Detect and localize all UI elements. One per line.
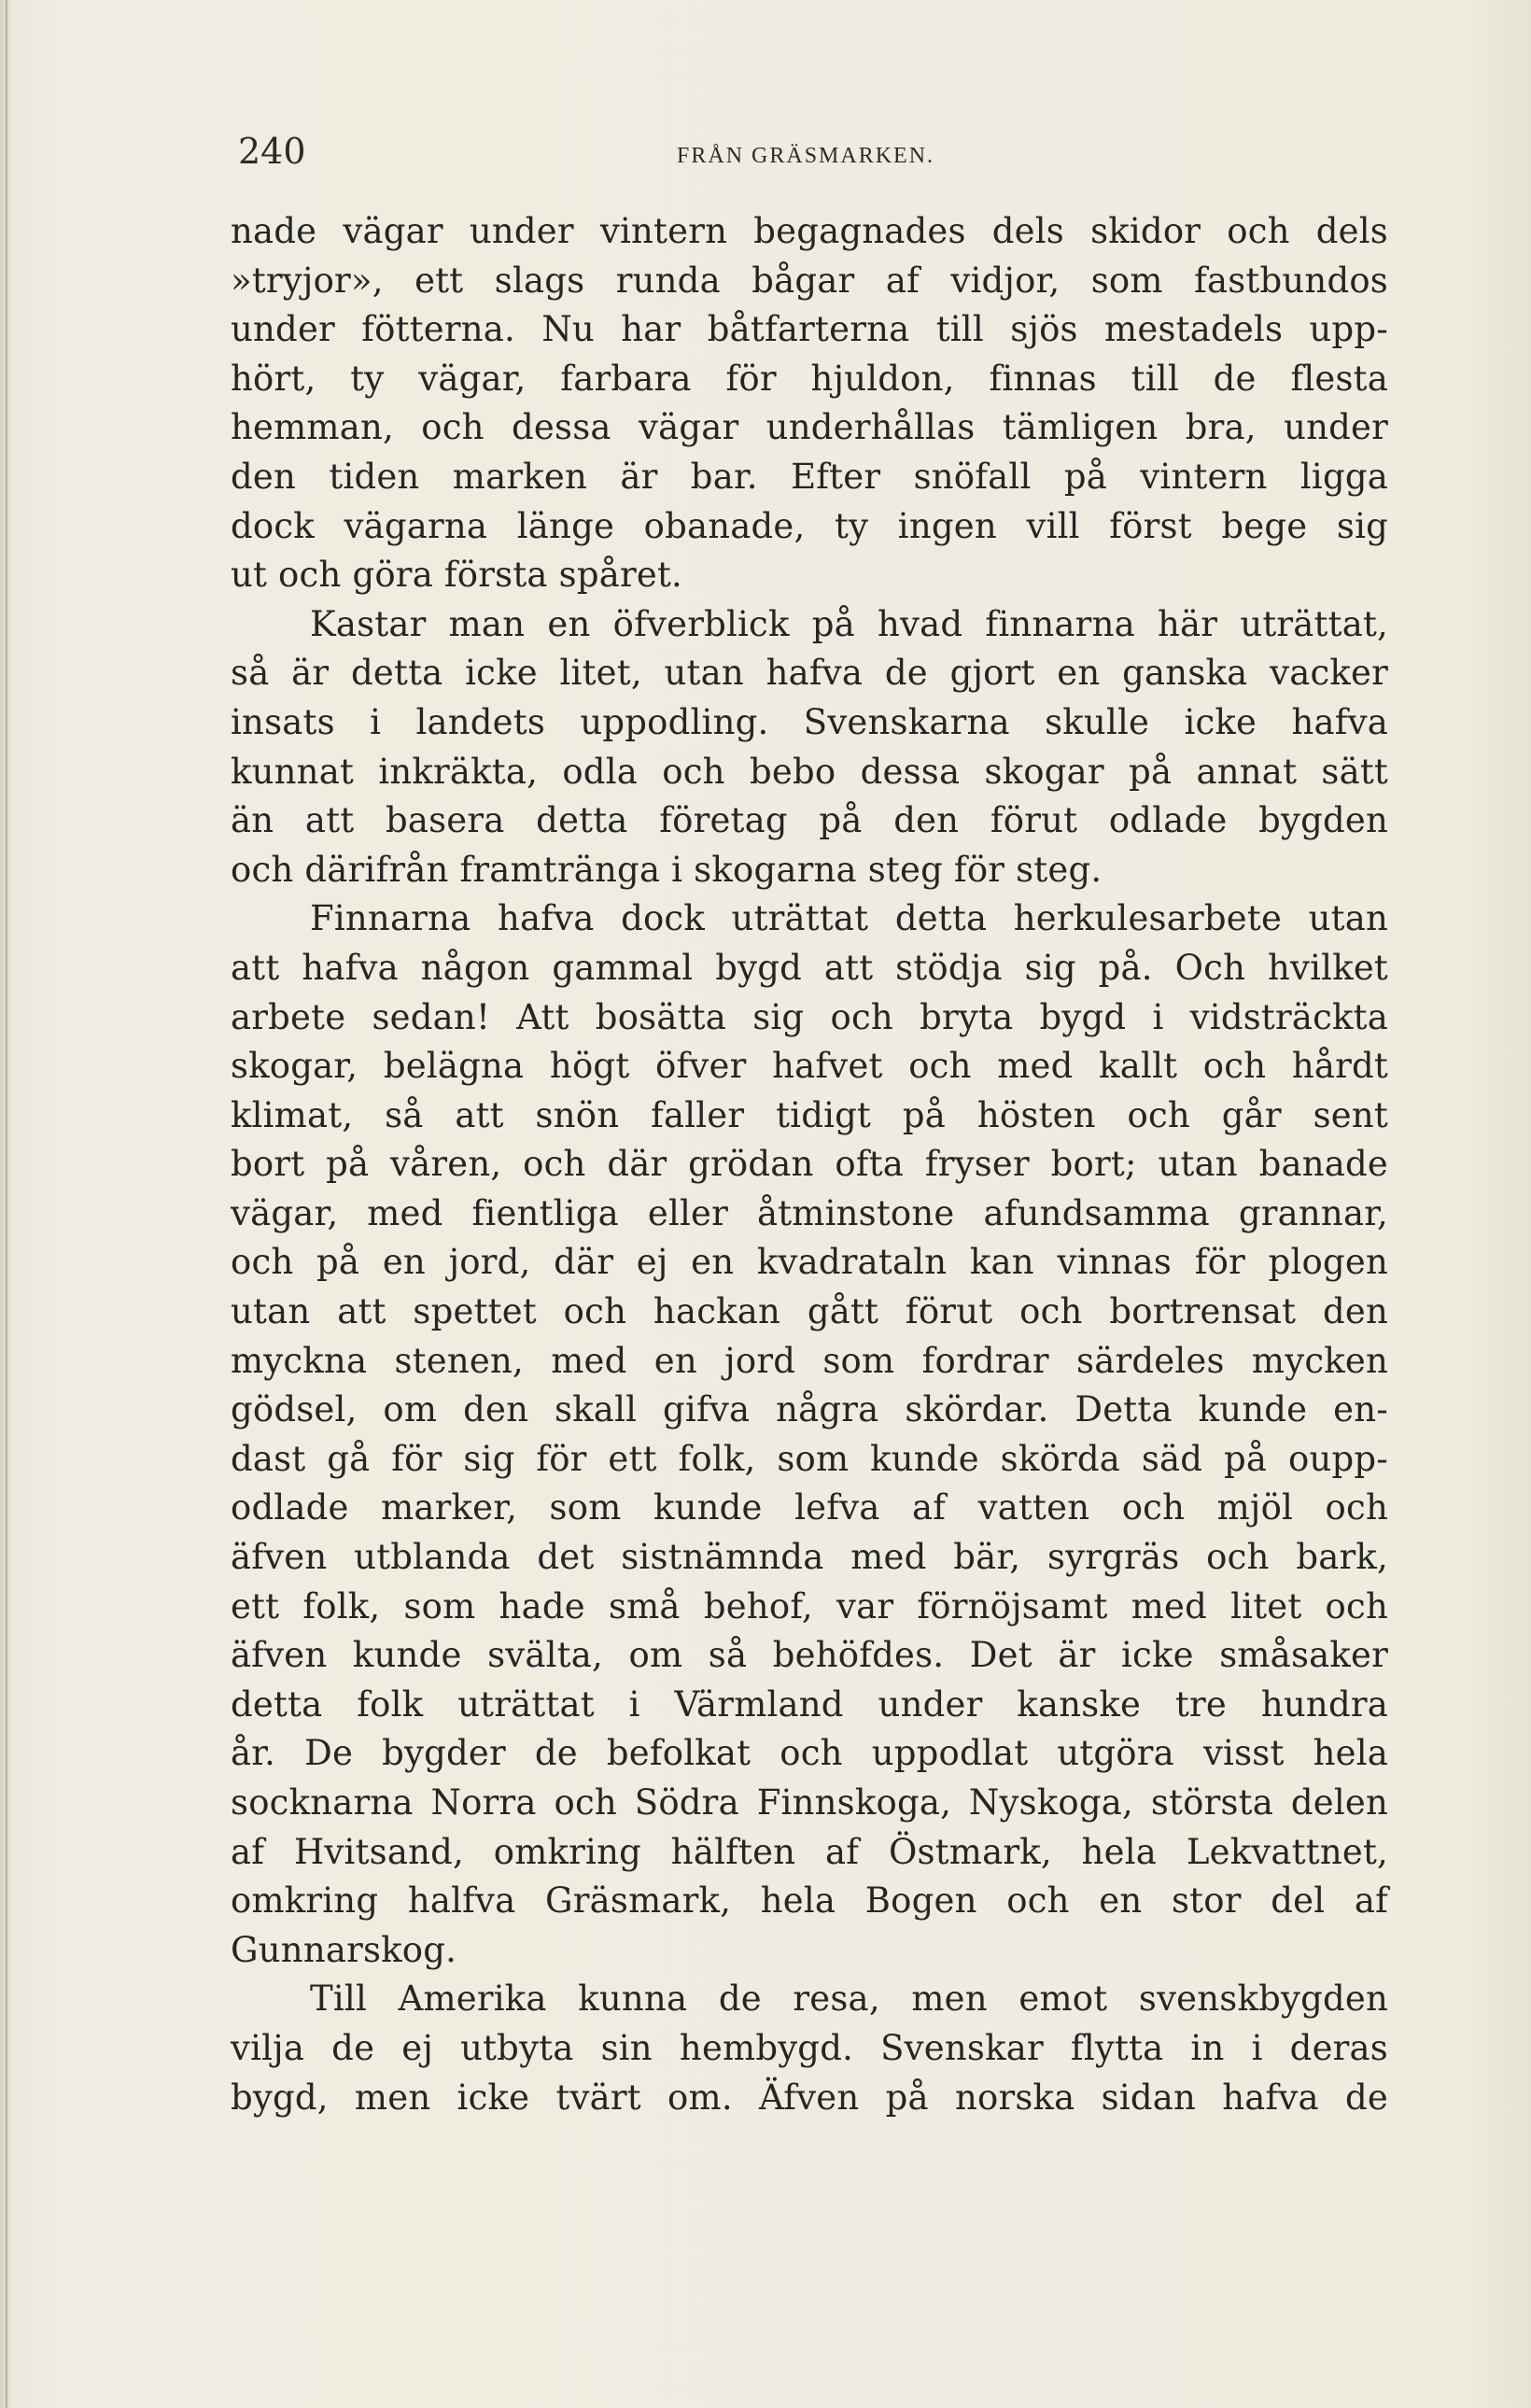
text-line: den tiden marken är bar. Efter snöfall på vintern ligga [231,456,1388,497]
text-line: bort på våren, och där grödan ofta fryser bort; utan banade [231,1144,1388,1185]
text-line: och på en jord, där ej en kvadrataln kan vinnas för plogen [231,1242,1388,1283]
text-line: äfven utblanda det sistnämnda med bär, syrgräs och bark, [231,1537,1388,1578]
text-line: Till Amerika kunna de resa, men emot svenskbygden [310,1979,1388,2020]
text-line: myckna stenen, med en jord som fordrar särdeles mycken [231,1340,1388,1381]
text-line: insats i landets uppodling. Svenskarna skulle icke hafva [231,701,1388,742]
text-line: ut och göra första spåret. [231,555,682,596]
text-line: att hafva någon gammal bygd att stödja sig på. Och hvilket [231,947,1388,988]
text-line: arbete sedan! Att bosätta sig och bryta bygd i vidsträckta [231,996,1388,1037]
text-line: vägar, med fientliga eller åtminstone afundsamma grannar, [231,1192,1388,1233]
text-line: nade vägar under vintern begagnades dels skidor och dels [231,211,1388,251]
page-edge-shadow [6,0,7,2408]
text-line: vilja de ej utbyta sin hembygd. Svenskar flytta in i deras [231,2027,1388,2068]
text-line: Gunnarskog. [231,1929,457,1970]
text-line: kunnat inkräkta, odla och bebo dessa skogar på annat sätt [231,751,1388,792]
text-line: socknarna Norra och Södra Finnskoga, Nyskoga, största delen [231,1782,1388,1823]
text-line: år. De bygder de befolkat och uppodlat utgöra visst hela [231,1733,1388,1774]
text-line: skogar, belägna högt öfver hafvet och med kallt och hårdt [231,1046,1388,1087]
text-line: än att basera detta företag på den förut odlade bygden [231,800,1388,841]
text-line: odlade marker, som kunde lefva af vatten och mjöl och [231,1487,1388,1528]
text-line: klimat, så att snön faller tidigt på hösten och går sent [231,1094,1388,1135]
text-line: Kastar man en öfverblick på hvad finnarna här uträttat, [310,603,1388,644]
text-line: utan att spettet och hackan gått förut och bortrensat den [231,1291,1388,1332]
running-head: FRÅN GRÄSMARKEN. [677,144,935,168]
text-line: och därifrån framtränga i skogarna steg för steg. [231,849,1103,890]
text-line: detta folk uträttat i Värmland under kanske tre hundra [231,1683,1388,1725]
text-line: af Hvitsand, omkring hälften af Östmark, hela Lekvattnet, [231,1831,1388,1872]
text-line: så är detta icke litet, utan hafva de gjort en ganska vacker [231,653,1388,694]
text-line: Finnarna hafva dock uträttat detta herkulesarbete utan [310,898,1388,939]
text-line: omkring halfva Gräsmark, hela Bogen och en stor del af [231,1880,1388,1922]
text-line: ett folk, som hade små behof, var förnöjsamt med litet och [231,1585,1388,1626]
text-line: gödsel, om den skall gifva några skördar. Detta kunde en- [231,1389,1388,1430]
text-line: dast gå för sig för ett folk, som kunde skörda säd på oupp- [231,1438,1388,1479]
page-header [238,131,1386,187]
body-text [231,207,1388,2122]
page-number: 240 [238,131,306,172]
text-line: »tryjor», ett slags runda bågar af vidjor, som fastbundos [231,260,1388,301]
text-line: dock vägarna länge obanade, ty ingen vill först bege sig [231,505,1388,546]
text-line: bygd, men icke tvärt om. Äfven på norska sidan hafva de [231,2077,1388,2118]
text-line: äfven kunde svälta, om så behöfdes. Det är icke småsaker [231,1635,1388,1676]
text-line: hört, ty vägar, farbara för hjuldon, finnas till de flesta [231,358,1388,399]
text-line: under fötterna. Nu har båtfarterna till sjös mestadels upp- [231,309,1388,350]
text-line: hemman, och dessa vägar underhållas tämligen bra, under [231,407,1388,448]
